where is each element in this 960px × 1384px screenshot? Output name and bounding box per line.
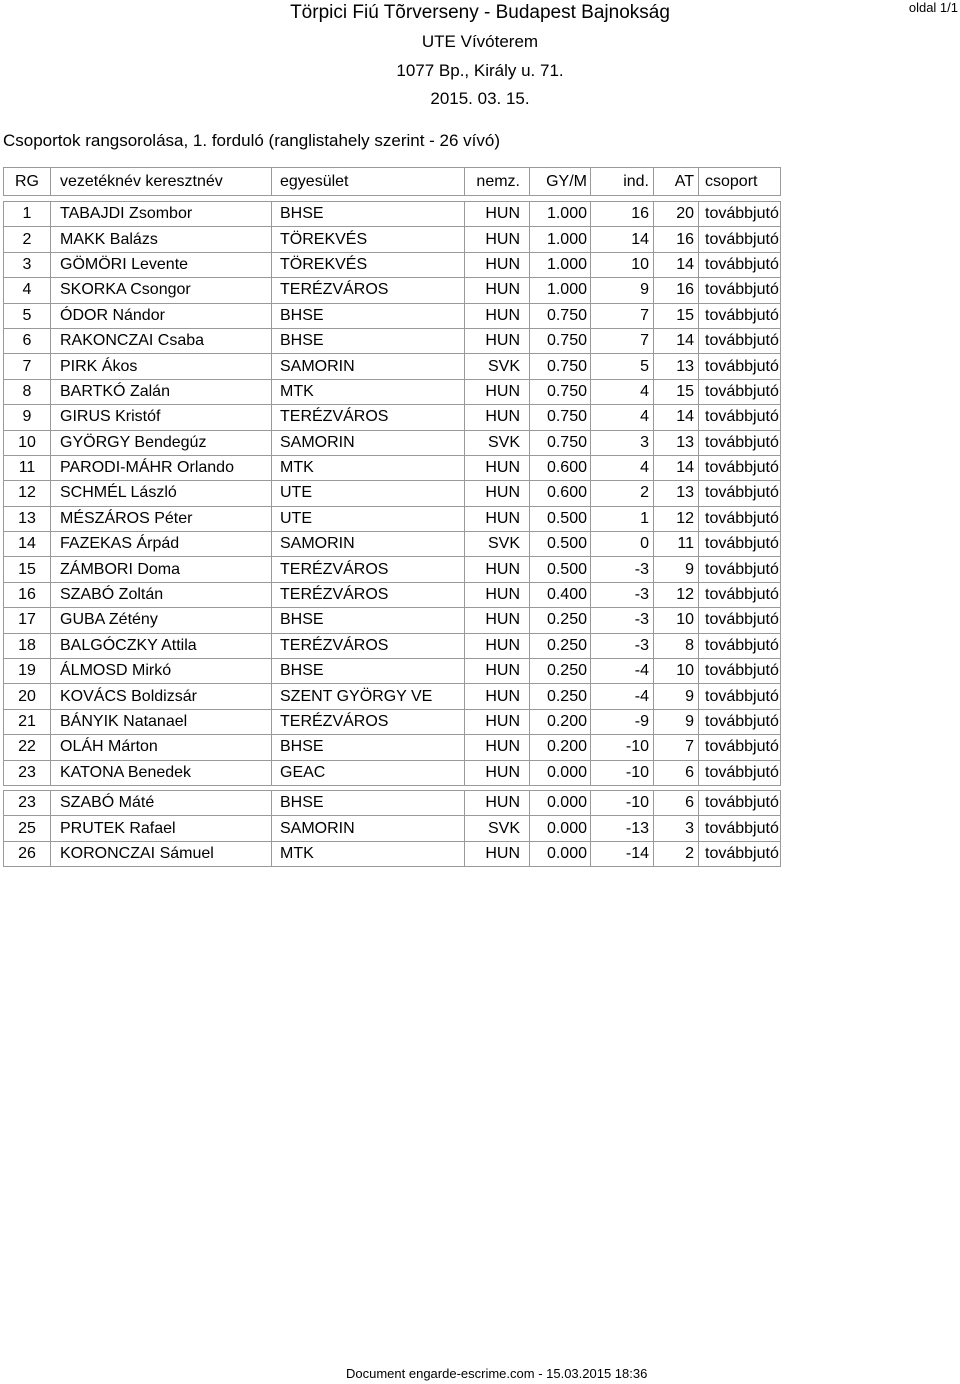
club-cell: BHSE xyxy=(272,328,465,353)
rank-cell: 14 xyxy=(4,532,51,557)
rank-cell: 16 xyxy=(4,582,51,607)
rank-cell: 19 xyxy=(4,659,51,684)
table-row xyxy=(4,354,781,379)
name-cell: PIRK Ákos xyxy=(51,354,272,379)
table-row xyxy=(4,252,781,277)
table-row xyxy=(4,633,781,658)
table-row xyxy=(4,790,781,815)
rank-cell: 2 xyxy=(4,227,51,252)
column-header-nation: nemz. xyxy=(465,168,530,196)
page-number: oldal 1/1 xyxy=(908,0,958,15)
nation-cell: HUN xyxy=(465,659,530,684)
rank-cell: 6 xyxy=(4,328,51,353)
group-cell: továbbjutó xyxy=(699,379,781,404)
win-ratio-cell: 0.000 xyxy=(530,816,591,841)
touches-cell: 13 xyxy=(654,481,699,506)
nation-cell: HUN xyxy=(465,760,530,785)
rank-cell: 10 xyxy=(4,430,51,455)
touches-cell: 14 xyxy=(654,328,699,353)
name-cell: GÖMÖRI Levente xyxy=(51,252,272,277)
touches-cell: 9 xyxy=(654,684,699,709)
table-row xyxy=(4,709,781,734)
name-cell: ZÁMBORI Doma xyxy=(51,557,272,582)
rank-cell: 5 xyxy=(4,303,51,328)
nation-cell: HUN xyxy=(465,405,530,430)
group-cell: továbbjutó xyxy=(699,532,781,557)
club-cell: BHSE xyxy=(272,303,465,328)
club-cell: BHSE xyxy=(272,735,465,760)
name-cell: SZABÓ Zoltán xyxy=(51,582,272,607)
club-cell: TÖREKVÉS xyxy=(272,227,465,252)
name-cell: BÁNYIK Natanael xyxy=(51,709,272,734)
table-row xyxy=(4,532,781,557)
table-row xyxy=(4,816,781,841)
index-cell: -13 xyxy=(591,816,654,841)
win-ratio-cell: 0.000 xyxy=(530,841,591,866)
win-ratio-cell: 0.750 xyxy=(530,354,591,379)
club-cell: BHSE xyxy=(272,659,465,684)
group-cell: továbbjutó xyxy=(699,633,781,658)
club-cell: SZENT GYÖRGY VE xyxy=(272,684,465,709)
event-date: 2015. 03. 15. xyxy=(430,89,530,108)
win-ratio-cell: 0.600 xyxy=(530,481,591,506)
touches-cell: 13 xyxy=(654,354,699,379)
touches-cell: 12 xyxy=(654,582,699,607)
rank-cell: 26 xyxy=(4,841,51,866)
column-header-touches: AT xyxy=(654,168,699,196)
table-row xyxy=(4,278,781,303)
win-ratio-cell: 0.000 xyxy=(530,790,591,815)
name-cell: KATONA Benedek xyxy=(51,760,272,785)
win-ratio-cell: 0.400 xyxy=(530,582,591,607)
rank-cell: 23 xyxy=(4,790,51,815)
rank-cell: 7 xyxy=(4,354,51,379)
table-row xyxy=(4,659,781,684)
group-cell: továbbjutó xyxy=(699,506,781,531)
name-cell: BARTKÓ Zalán xyxy=(51,379,272,404)
group-cell: továbbjutó xyxy=(699,841,781,866)
footer-note: Document engarde-escrime.com - 15.03.2015 18:36 xyxy=(346,1366,648,1381)
column-header-club: egyesület xyxy=(272,168,465,196)
club-cell: TERÉZVÁROS xyxy=(272,709,465,734)
win-ratio-cell: 0.250 xyxy=(530,608,591,633)
index-cell: 4 xyxy=(591,379,654,404)
touches-cell: 10 xyxy=(654,608,699,633)
rank-cell: 15 xyxy=(4,557,51,582)
nation-cell: HUN xyxy=(465,841,530,866)
index-cell: -10 xyxy=(591,735,654,760)
address: 1077 Bp., Király u. 71. xyxy=(396,61,564,80)
group-cell: továbbjutó xyxy=(699,328,781,353)
rank-cell: 21 xyxy=(4,709,51,734)
index-cell: 4 xyxy=(591,455,654,480)
name-cell: MÉSZÁROS Péter xyxy=(51,506,272,531)
group-cell: továbbjutó xyxy=(699,354,781,379)
touches-cell: 14 xyxy=(654,252,699,277)
win-ratio-cell: 1.000 xyxy=(530,227,591,252)
touches-cell: 8 xyxy=(654,633,699,658)
index-cell: -10 xyxy=(591,790,654,815)
index-cell: 0 xyxy=(591,532,654,557)
nation-cell: HUN xyxy=(465,379,530,404)
venue: UTE Vívóterem xyxy=(421,32,539,51)
index-cell: -10 xyxy=(591,760,654,785)
win-ratio-cell: 0.500 xyxy=(530,506,591,531)
nation-cell: SVK xyxy=(465,532,530,557)
name-cell: PARODI-MÁHR Orlando xyxy=(51,455,272,480)
index-cell: -4 xyxy=(591,659,654,684)
touches-cell: 16 xyxy=(654,227,699,252)
touches-cell: 12 xyxy=(654,506,699,531)
name-cell: OLÁH Márton xyxy=(51,735,272,760)
column-header-name: vezetéknév keresztnév xyxy=(51,168,272,196)
name-cell: KOVÁCS Boldizsár xyxy=(51,684,272,709)
rank-cell: 17 xyxy=(4,608,51,633)
section-subtitle: Csoportok rangsorolása, 1. forduló (ranglistahely szerint - 26 vívó) xyxy=(3,131,501,150)
touches-cell: 6 xyxy=(654,760,699,785)
win-ratio-cell: 0.750 xyxy=(530,379,591,404)
club-cell: TERÉZVÁROS xyxy=(272,278,465,303)
win-ratio-cell: 0.000 xyxy=(530,760,591,785)
table-row xyxy=(4,430,781,455)
club-cell: TÖREKVÉS xyxy=(272,252,465,277)
index-cell: 7 xyxy=(591,303,654,328)
group-cell: továbbjutó xyxy=(699,735,781,760)
touches-cell: 9 xyxy=(654,557,699,582)
nation-cell: HUN xyxy=(465,303,530,328)
club-cell: TERÉZVÁROS xyxy=(272,633,465,658)
column-header-win-ratio: GY/M xyxy=(530,168,591,196)
win-ratio-cell: 0.250 xyxy=(530,684,591,709)
table-row xyxy=(4,557,781,582)
rank-cell: 3 xyxy=(4,252,51,277)
nation-cell: HUN xyxy=(465,252,530,277)
nation-cell: SVK xyxy=(465,430,530,455)
touches-cell: 14 xyxy=(654,405,699,430)
group-cell: továbbjutó xyxy=(699,557,781,582)
win-ratio-cell: 0.200 xyxy=(530,709,591,734)
table-row xyxy=(4,379,781,404)
nation-cell: HUN xyxy=(465,582,530,607)
table-row xyxy=(4,841,781,866)
rank-cell: 1 xyxy=(4,202,51,227)
club-cell: MTK xyxy=(272,841,465,866)
win-ratio-cell: 0.600 xyxy=(530,455,591,480)
nation-cell: HUN xyxy=(465,709,530,734)
nation-cell: HUN xyxy=(465,633,530,658)
index-cell: 7 xyxy=(591,328,654,353)
win-ratio-cell: 0.250 xyxy=(530,633,591,658)
touches-cell: 11 xyxy=(654,532,699,557)
club-cell: SAMORIN xyxy=(272,354,465,379)
index-cell: -9 xyxy=(591,709,654,734)
table-row xyxy=(4,684,781,709)
name-cell: GYÖRGY Bendegúz xyxy=(51,430,272,455)
rank-cell: 20 xyxy=(4,684,51,709)
rank-cell: 23 xyxy=(4,760,51,785)
touches-cell: 2 xyxy=(654,841,699,866)
group-cell: továbbjutó xyxy=(699,278,781,303)
club-cell: MTK xyxy=(272,455,465,480)
win-ratio-cell: 0.200 xyxy=(530,735,591,760)
column-header-index: ind. xyxy=(591,168,654,196)
rank-cell: 11 xyxy=(4,455,51,480)
win-ratio-cell: 0.750 xyxy=(530,405,591,430)
table-row xyxy=(4,202,781,227)
group-cell: továbbjutó xyxy=(699,582,781,607)
column-header-group: csoport xyxy=(699,168,781,196)
win-ratio-cell: 1.000 xyxy=(530,278,591,303)
index-cell: 10 xyxy=(591,252,654,277)
touches-cell: 10 xyxy=(654,659,699,684)
table-row xyxy=(4,303,781,328)
ranking-table xyxy=(3,167,781,867)
nation-cell: HUN xyxy=(465,202,530,227)
group-cell: továbbjutó xyxy=(699,709,781,734)
name-cell: SCHMÉL László xyxy=(51,481,272,506)
rank-cell: 9 xyxy=(4,405,51,430)
club-cell: BHSE xyxy=(272,608,465,633)
group-cell: továbbjutó xyxy=(699,816,781,841)
club-cell: TERÉZVÁROS xyxy=(272,582,465,607)
touches-cell: 20 xyxy=(654,202,699,227)
rank-cell: 25 xyxy=(4,816,51,841)
nation-cell: HUN xyxy=(465,278,530,303)
table-row xyxy=(4,455,781,480)
touches-cell: 13 xyxy=(654,430,699,455)
nation-cell: HUN xyxy=(465,481,530,506)
table-row xyxy=(4,227,781,252)
nation-cell: HUN xyxy=(465,735,530,760)
ranking-body xyxy=(4,202,781,867)
name-cell: PRUTEK Rafael xyxy=(51,816,272,841)
index-cell: 2 xyxy=(591,481,654,506)
index-cell: -3 xyxy=(591,557,654,582)
touches-cell: 14 xyxy=(654,455,699,480)
nation-cell: HUN xyxy=(465,684,530,709)
table-row xyxy=(4,608,781,633)
name-cell: MAKK Balázs xyxy=(51,227,272,252)
group-cell: továbbjutó xyxy=(699,481,781,506)
club-cell: GEAC xyxy=(272,760,465,785)
name-cell: SKORKA Csongor xyxy=(51,278,272,303)
touches-cell: 15 xyxy=(654,303,699,328)
club-cell: BHSE xyxy=(272,202,465,227)
win-ratio-cell: 0.500 xyxy=(530,557,591,582)
club-cell: UTE xyxy=(272,506,465,531)
touches-cell: 9 xyxy=(654,709,699,734)
group-cell: továbbjutó xyxy=(699,303,781,328)
index-cell: 3 xyxy=(591,430,654,455)
index-cell: 5 xyxy=(591,354,654,379)
table-row xyxy=(4,760,781,785)
group-cell: továbbjutó xyxy=(699,608,781,633)
table-row xyxy=(4,506,781,531)
index-cell: 1 xyxy=(591,506,654,531)
index-cell: -14 xyxy=(591,841,654,866)
nation-cell: HUN xyxy=(465,506,530,531)
group-cell: továbbjutó xyxy=(699,405,781,430)
win-ratio-cell: 0.500 xyxy=(530,532,591,557)
club-cell: TERÉZVÁROS xyxy=(272,557,465,582)
nation-cell: SVK xyxy=(465,354,530,379)
group-cell: továbbjutó xyxy=(699,659,781,684)
nation-cell: HUN xyxy=(465,790,530,815)
group-cell: továbbjutó xyxy=(699,760,781,785)
index-cell: 14 xyxy=(591,227,654,252)
table-row xyxy=(4,582,781,607)
club-cell: TERÉZVÁROS xyxy=(272,405,465,430)
column-header-rg: RG xyxy=(4,168,51,196)
touches-cell: 7 xyxy=(654,735,699,760)
win-ratio-cell: 1.000 xyxy=(530,202,591,227)
touches-cell: 3 xyxy=(654,816,699,841)
rank-cell: 13 xyxy=(4,506,51,531)
group-cell: továbbjutó xyxy=(699,455,781,480)
rank-cell: 8 xyxy=(4,379,51,404)
win-ratio-cell: 0.750 xyxy=(530,328,591,353)
nation-cell: HUN xyxy=(465,227,530,252)
nation-cell: HUN xyxy=(465,455,530,480)
rank-cell: 12 xyxy=(4,481,51,506)
index-cell: 9 xyxy=(591,278,654,303)
name-cell: FAZEKAS Árpád xyxy=(51,532,272,557)
group-cell: továbbjutó xyxy=(699,202,781,227)
win-ratio-cell: 1.000 xyxy=(530,252,591,277)
table-row xyxy=(4,405,781,430)
name-cell: ÁLMOSD Mirkó xyxy=(51,659,272,684)
win-ratio-cell: 0.750 xyxy=(530,430,591,455)
name-cell: ÓDOR Nándor xyxy=(51,303,272,328)
table-header-row xyxy=(4,168,781,196)
index-cell: -3 xyxy=(591,582,654,607)
nation-cell: HUN xyxy=(465,328,530,353)
name-cell: RAKONCZAI Csaba xyxy=(51,328,272,353)
group-cell: továbbjutó xyxy=(699,790,781,815)
index-cell: -4 xyxy=(591,684,654,709)
index-cell: 4 xyxy=(591,405,654,430)
club-cell: BHSE xyxy=(272,790,465,815)
name-cell: SZABÓ Máté xyxy=(51,790,272,815)
win-ratio-cell: 0.250 xyxy=(530,659,591,684)
club-cell: UTE xyxy=(272,481,465,506)
nation-cell: HUN xyxy=(465,557,530,582)
name-cell: BALGÓCZKY Attila xyxy=(51,633,272,658)
nation-cell: SVK xyxy=(465,816,530,841)
touches-cell: 6 xyxy=(654,790,699,815)
name-cell: GUBA Zétény xyxy=(51,608,272,633)
table-row xyxy=(4,481,781,506)
nation-cell: HUN xyxy=(465,608,530,633)
group-cell: továbbjutó xyxy=(699,684,781,709)
group-cell: továbbjutó xyxy=(699,430,781,455)
name-cell: GIRUS Kristóf xyxy=(51,405,272,430)
rank-cell: 22 xyxy=(4,735,51,760)
index-cell: 16 xyxy=(591,202,654,227)
name-cell: TABAJDI Zsombor xyxy=(51,202,272,227)
table-row xyxy=(4,328,781,353)
name-cell: KORONCZAI Sámuel xyxy=(51,841,272,866)
club-cell: SAMORIN xyxy=(272,430,465,455)
index-cell: -3 xyxy=(591,633,654,658)
event-title: Törpici Fiú Tõrverseny - Budapest Bajnokság xyxy=(290,2,670,23)
win-ratio-cell: 0.750 xyxy=(530,303,591,328)
club-cell: MTK xyxy=(272,379,465,404)
rank-cell: 18 xyxy=(4,633,51,658)
index-cell: -3 xyxy=(591,608,654,633)
table-row xyxy=(4,735,781,760)
rank-cell: 4 xyxy=(4,278,51,303)
touches-cell: 15 xyxy=(654,379,699,404)
group-cell: továbbjutó xyxy=(699,252,781,277)
club-cell: SAMORIN xyxy=(272,532,465,557)
club-cell: SAMORIN xyxy=(272,816,465,841)
group-cell: továbbjutó xyxy=(699,227,781,252)
touches-cell: 16 xyxy=(654,278,699,303)
